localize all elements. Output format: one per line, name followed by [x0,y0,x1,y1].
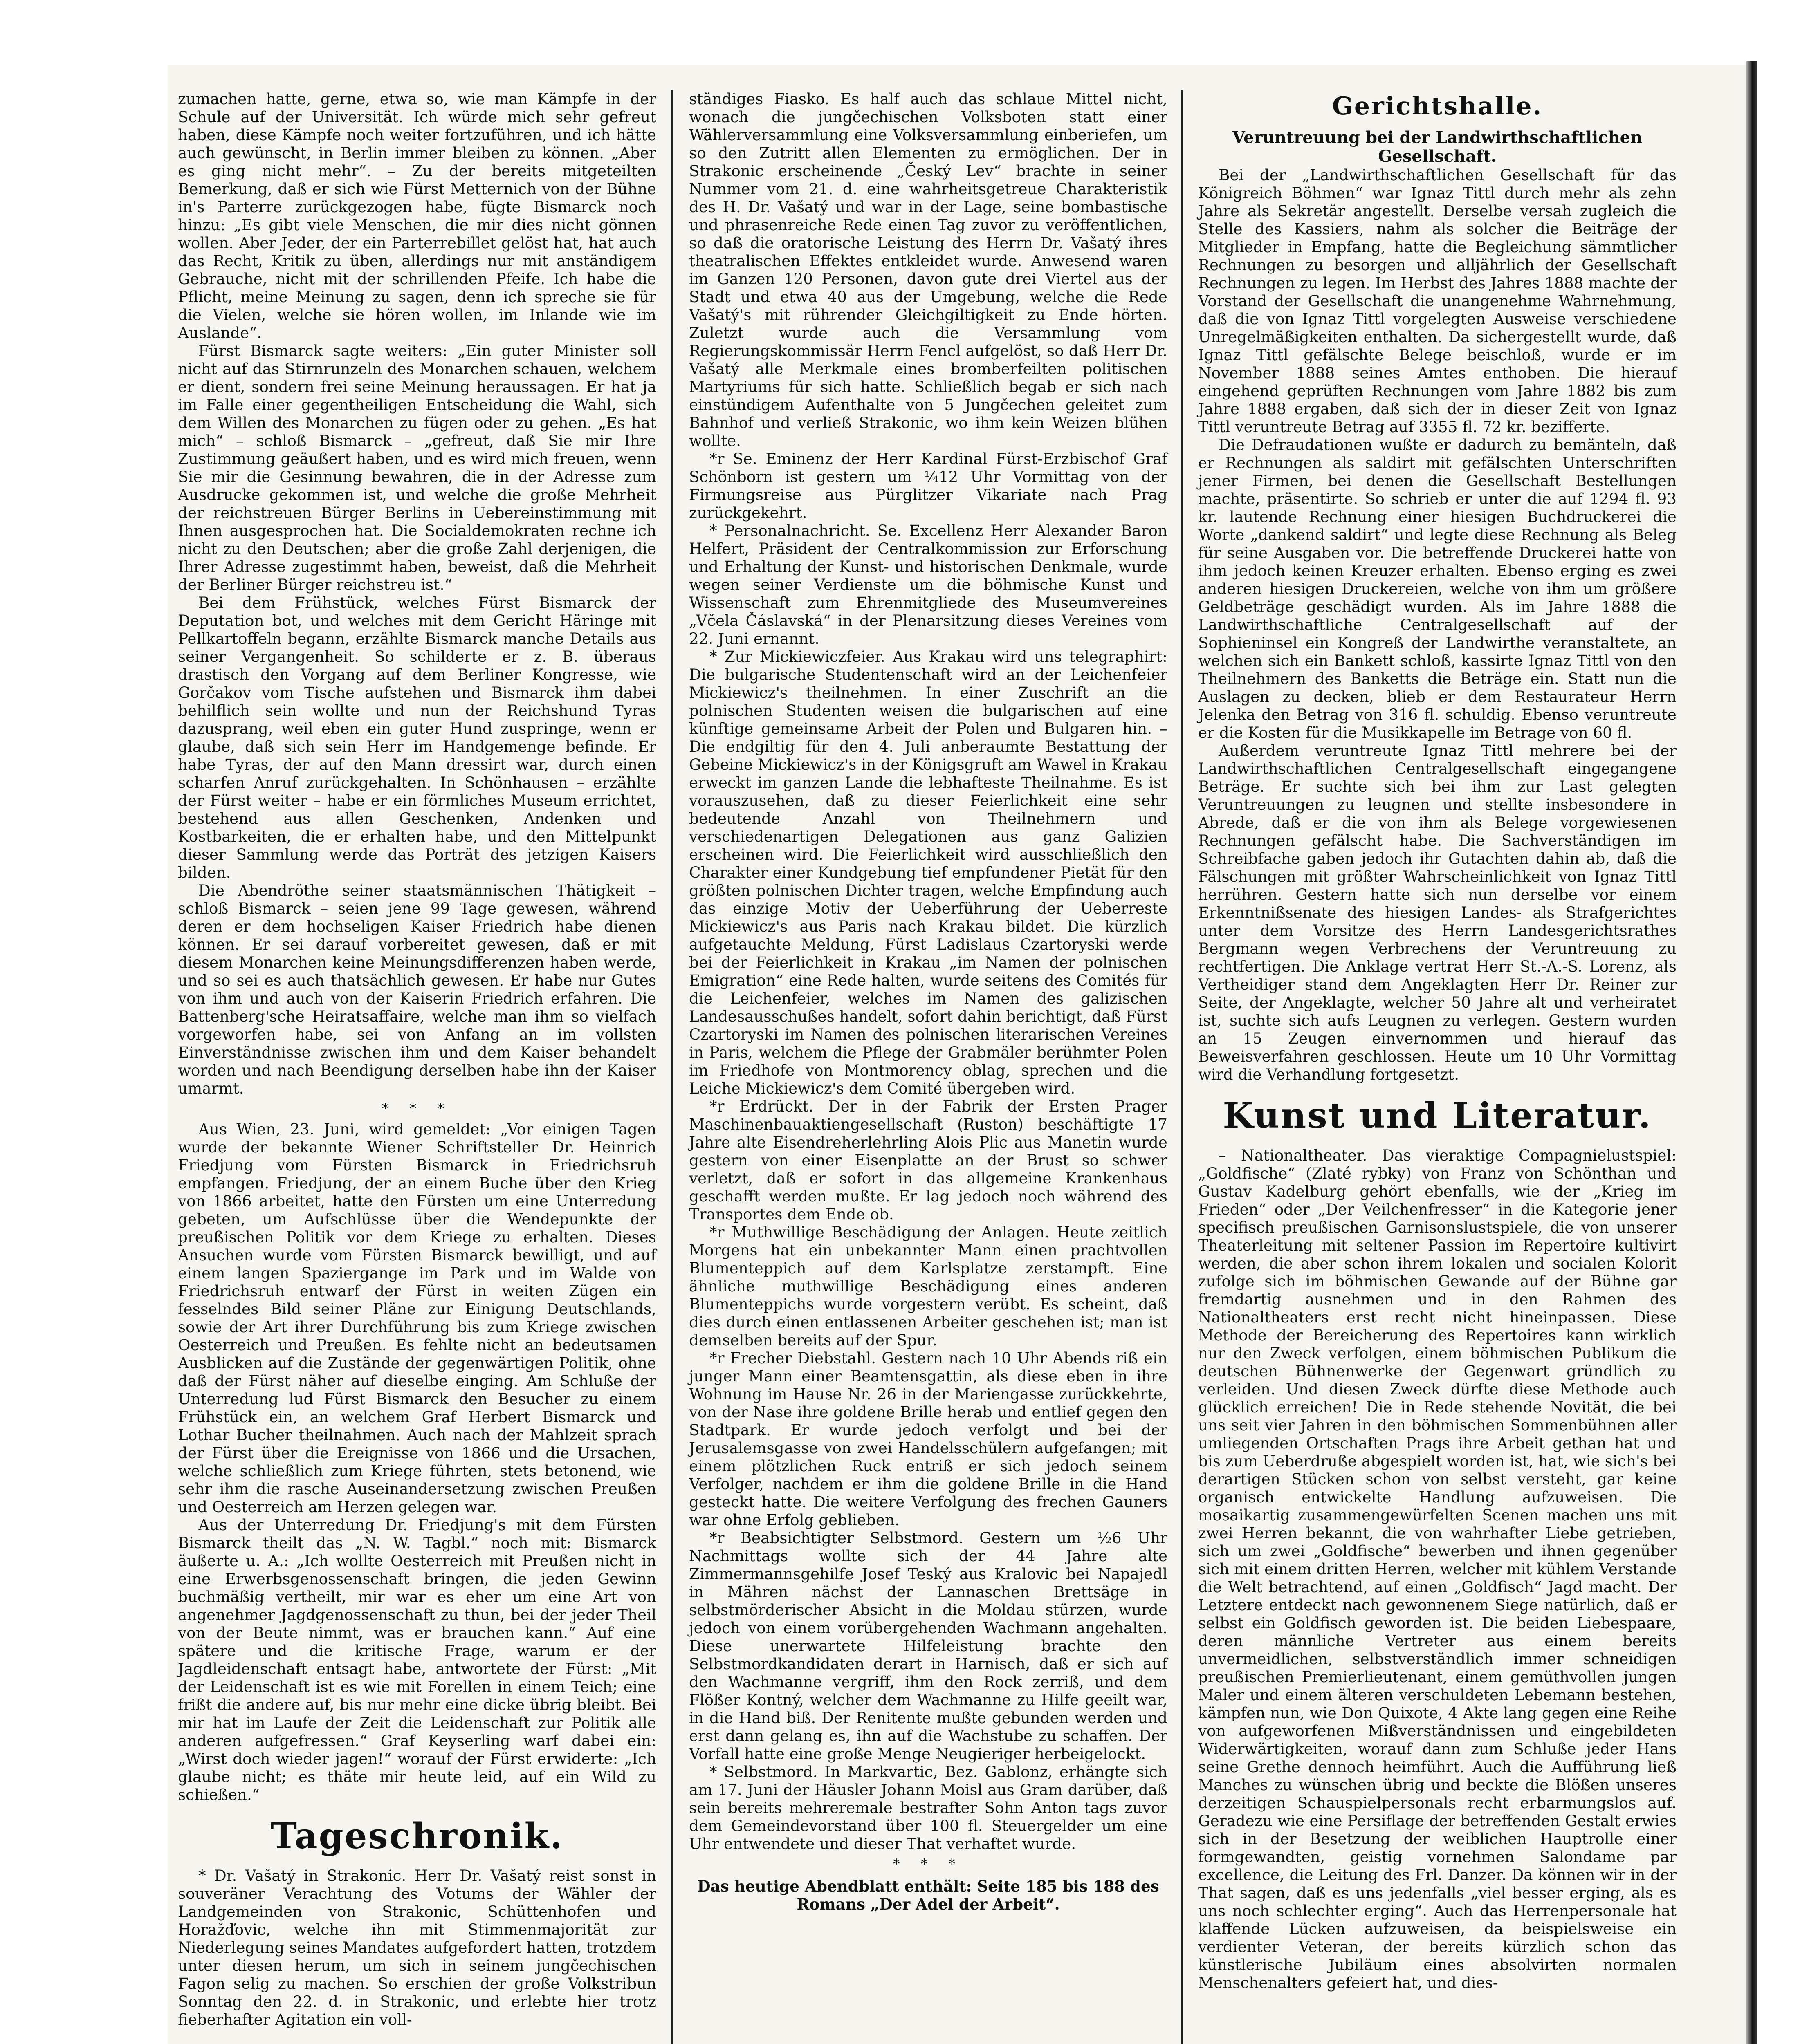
article-paragraph: Die Defraudationen wußte er dadurch zu bemänteln, daß er Rechnungen als saldirt mit gefälschten Unterschriften jener Firmen, bei denen die Gesellschaft Bestellungen machte, präsentirte. So schrieb er unter die auf 1294 fl. 93 kr. lautende Rechnung einer hiesigen Buchdruckerei die Worte „dankend saldirt“ und legte diese Rechnung als Beleg für seine Ausgaben vor. Die betreffende Druckerei hatte von ihm jedoch keinen Kreuzer erhalten. Ebenso erging es zwei anderen hiesigen Druckereien, welche von ihm um größere Geldbeträge geschädigt wurden. Als im Jahre 1888 die Landwirthschaftliche Centralgesellschaft auf der Sophieninsel ein Kongreß der Landwirthe veranstaltete, an welchen sich ein Bankett schloß, kassirte Ignaz Tittl von den Theilnehmern des Banketts die Beträge ein. Statt nun die Auslagen zu decken, blieb er dem Restaurateur Herrn Jelenka den Betrag von 316 fl. schuldig. Ebenso veruntreute er die Kosten für die Musikkapelle im Betrage von 60 fl. [1198,436,1677,742]
article-paragraph: Aus der Unterredung Dr. Friedjung's mit dem Fürsten Bismarck theilt das „N. W. Tagbl.“ noch mit: Bismarck äußerte u. A.: „Ich wollte Oesterreich mit Preußen nicht in eine Erwerbsgenossenschaft bringen, die jeden Gewinn buchmäßig vertheilt, mir war es eher um eine Art von angenehmer Jagdgenossenschaft zu thun, bei der jeder Theil von der Beute nimmt, was er brauchen kann.“ Auf eine spätere und die kritische Frage, warum er der Jagdleidenschaft entsagt habe, antwortete der Fürst: „Mit der Leidenschaft ist es wie mit Forellen in einem Teich; eine frißt die andere auf, bis nur mehr eine dicke übrig bleibt. Bei mir hat im Laufe der Zeit die Leidenschaft zur Politik alle anderen aufgefressen.“ Graf Keyserling warf dabei ein: „Wirst doch wieder jagen!“ worauf der Fürst erwiderte: „Ich glaube nicht; es thäte mir heute leid, auf ein Wild zu schießen.“ [178,1516,656,1804]
news-item: * Personalnachricht. Se. Excellenz Herr Alexander Baron Helfert, Präsident der Centralkommission zur Erforschung und Erhaltung der Kunst- und historischen Denkmale, wurde wegen seiner Verdienste um die böhmische Kunst und Wissenschaft zum Ehrenmitgliede des Museumvereines „Včela Čáslavská“ in der Plenarsitzung dieses Vereines vom 22. Juni ernannt. [689,522,1167,648]
news-item: * Dr. Vašatý in Strakonic. Herr Dr. Vašatý reist sonst in souveräner Verachtung des Votums der Wähler der Landgemeinden von Strakonic, Schüttenhofen und Horažďovic, welche ihn mit Stimmenmajorität zur Niederlegung seines Mandates aufgefordert hatten, trotzdem unter diesen herum, um sich in seinem jungčechischen Fagon selig zu machen. So erschien der große Volkstribun Sonntag den 22. d. in Strakonic, und erlebte hier trotz fieberhafter Agitation ein voll- [178,1867,656,2028]
article-subheading: Veruntreuung bei der Landwirthschaftlichen Gesellschaft. [1232,128,1643,166]
section-heading: Kunst und Literatur. [1223,1095,1652,1136]
column-rule [671,90,673,2044]
section-heading: Gerichtshalle. [1332,92,1543,121]
page-fold-edge [1746,61,1757,2044]
evening-edition-note: Das heutige Abendblatt enthält: Seite 185 bis 188 des Romans „Der Adel der Arbeit“. [697,1877,1159,1913]
news-item: *r Beabsichtigter Selbstmord. Gestern um ½6 Uhr Nachmittags wollte sich der 44 Jahre alte Zimmermannsgehilfe Josef Teský aus Kralovic bei Napajedl in Mähren nächst der Lannaschen Brettsäge in selbstmörderischer Absicht in die Moldau stürzen, wurde jedoch von einem vorübergehenden Wachmann angehalten. Diese unerwartete Hilfeleistung brachte den Selbstmordkandidaten derart in Harnisch, daß er sich auf den Wachmanne vergriff, ihm den Rock zerriß, und dem Flößer Kontný, welcher dem Wachmanne zu Hilfe geeilt war, in die Hand biß. Der Renitente mußte gebunden werden und erst dann gelang es, ihn auf die Wachstube zu schaffen. Der Vorfall hatte eine große Menge Neugieriger herbeigelockt. [689,1529,1167,1763]
section-separator: * * * [893,1856,964,1872]
news-item: *r Erdrückt. Der in der Fabrik der Ersten Prager Maschinenbauaktiengesellschaft (Ruston) beschäftigte 17 Jahre alte Eisendreherlehrling Alois Plic aus Manetin wurde gestern von einer Eisenplatte an der Brust so schwer verletzt, daß er sofort in das allgemeine Krankenhaus geschafft werden mußte. Er lag jedoch noch während des Transportes dem Ende ob. [689,1097,1167,1223]
column-3 [1198,90,1677,1992]
article-paragraph: Außerdem veruntreute Ignaz Tittl mehrere bei der Landwirthschaftlichen Centralgesellschaft eingegangene Beträge. Er suchte sich bei ihm zur Last gelegten Veruntreuungen zu leugnen und stellte insbesondere in Abrede, daß er die von ihm als Belege vorgewiesenen Rechnungen gefälscht habe. Die Sachverständigen im Schreibfache gaben jedoch ihr Gutachten dahin ab, daß die Fälschungen mit größter Wahrscheinlichkeit von Ignaz Tittl herrühren. Gestern hatte sich nun derselbe vor einem Erkenntnißsenate des hiesigen Landes- als Strafgerichtes unter dem Vorsitze des Herrn Landesgerichtsrathes Bergmann wegen Verbrechens der Veruntreuung zu rechtfertigen. Die Anklage vertrat Herr St.-A.-S. Lorenz, als Vertheidiger stand dem Angeklagten Herr Dr. Reiner zur Seite, der Angeklagte, welcher 50 Jahre alt und verheiratet ist, suchte sich aufs Leugnen zu verlegen. Gestern wurden an 15 Zeugen einvernommen und hierauf das Beweisverfahren geschlossen. Heute um 10 Uhr Vormittag wird die Verhandlung fortgesetzt. [1198,742,1677,1083]
article-paragraph: Fürst Bismarck sagte weiters: „Ein guter Minister soll nicht auf das Stirnrunzeln des Monarchen schauen, welchem er dient, sondern frei seine Meinung heraussagen. Er hat ja im Falle einer gegentheiligen Entscheidung die Wahl, sich dem Willen des Monarchen zu fügen oder zu gehen. „Es hat mich“ – schloß Bismarck – „gefreut, daß Sie mir Ihre Zustimmung geäußert haben, und es wird mich freuen, wenn Sie mir die Gesinnung bewahren, die in der Adresse zum Ausdrucke gekommen ist, und welche die große Mehrheit der reichstreuen Bürger Berlins in Uebereinstimmung mit Ihnen ausgesprochen hat. Die Socialdemokraten rechne ich nicht zu den Deutschen; aber die große Zahl derjenigen, die Ihrer Adresse zugestimmt haben, beweist, daß die Mehrheit der Berliner Bürger reichstreu ist.“ [178,342,656,594]
article-paragraph: Bei der „Landwirthschaftlichen Gesellschaft für das Königreich Böhmen“ war Ignaz Tittl durch mehr als zehn Jahre als Sekretär angestellt. Derselbe versah zugleich die Stelle des Kassiers, nahm als solcher die Beiträge der Mitglieder in Empfang, hatte die Begleichung sämmtlicher Rechnungen zu besorgen und alljährlich der Gesellschaft Rechnungen zu legen. Im Herbst des Jahres 1888 machte der Vorstand der Gesellschaft die unangenehme Wahrnehmung, daß die von Ignaz Tittl vorgelegten Ausweise verschiedene Unregelmäßigkeiten enthalten. Da sichergestellt wurde, daß Ignaz Tittl gefälschte Belege beischloß, wurde er im November 1888 seines Amtes enthoben. Die hierauf eingehend geprüften Rechnungen vom Jahre 1882 bis zum Jahre 1888 ergaben, daß sich der in dieser Zeit von Ignaz Tittl veruntreute Betrag auf 3355 fl. 72 kr. bezifferte. [1198,166,1677,436]
news-item: * Zur Mickiewiczfeier. Aus Krakau wird uns telegraphirt: Die bulgarische Studentenschaft wird an der Leichenfeier Mickiewicz's theilnehmen. In einer Zuschrift an die polnischen Studenten weisen die bulgarischen auf eine künftige gemeinsame Arbeit der Polen und Bulgaren hin. – Die endgiltig für den 4. Juli anberaumte Bestattung der Gebeine Mickiewicz's in der Königsgruft am Wawel in Krakau erweckt im ganzen Lande die lebhafteste Theilnahme. Es ist vorauszusehen, daß zu dieser Feierlichkeit eine sehr bedeutende Anzahl von Theilnehmern und verschiedenartigen Delegationen aus ganz Galizien erscheinen wird. Die Feierlichkeit wird ausschließlich den Charakter einer Kundgebung tief empfundener Pietät für den größten polnischen Dichter tragen, welche Empfindung auch das einzige Motiv der Ueberführung der Ueberreste Mickiewicz's aus Paris nach Krakau bildet. Die kürzlich aufgetauchte Meldung, Fürst Ladislaus Czartoryski werde bei der Feierlichkeit in Krakau „im Namen der polnischen Emigration“ eine Rede halten, wurde seitens des Comités für die Leichenfeier, welches im Namen des galizischen Landesausschußes handelt, sofort dahin berichtigt, daß Fürst Czartoryski im Namen des polnischen literarischen Vereines in Paris, welchem die Pflege der Grabmäler berühmter Polen im Friedhofe von Montmorency oblag, sprechen und die Leiche Mickiewicz's dem Comité übergeben wird. [689,648,1167,1097]
news-item: *r Se. Eminenz der Herr Kardinal Fürst-Erzbischof Graf Schönborn ist gestern um ¼12 Uhr Vormittag von der Firmungsreise aus Pürglitzer Vikariate nach Prag zurückgekehrt. [689,450,1167,522]
article-paragraph: Aus Wien, 23. Juni, wird gemeldet: „Vor einigen Tagen wurde der bekannte Wiener Schriftsteller Dr. Heinrich Friedjung vom Fürsten Bismarck in Friedrichsruh empfangen. Friedjung, der an einem Buche über den Krieg von 1866 arbeitet, hatte den Fürsten um eine Unterredung gebeten, um Aufschlüsse über die Wendepunkte der preußischen Politik vor dem Kriege zu erhalten. Dieses Ansuchen wurde vom Fürsten Bismarck bewilligt, und auf einem langen Spaziergange im Park und im Walde von Friedrichsruh entwarf der Fürst in weiten Zügen ein fesselndes Bild seiner Pläne zur Einigung Deutschlands, sowie der Art ihrer Durchführung bis zum Kriege zwischen Oesterreich und Preußen. Es fehlte nicht an bedeutsamen Ausblicken auf die Zustände der gegenwärtigen Politik, ohne daß der Fürst näher auf dieselbe einging. Am Schluße der Unterredung lud Fürst Bismarck den Besucher zu einem Frühstück ein, an welchem Graf Herbert Bismarck und Lothar Bucher theilnahmen. Auch nach der Mahlzeit sprach der Fürst über die Ereignisse von 1866 und die Ursachen, welche schließlich zum Kriege führten, stets betonend, wie sehr ihm die rasche Auseinandersetzung zwischen Preußen und Oesterreich am Herzen gelegen war. [178,1120,656,1516]
article-paragraph: zumachen hatte, gerne, etwa so, wie man Kämpfe in der Schule auf der Universität. Ich würde mich sehr gefreut haben, diese Kämpfe noch weiter fortzuführen, und ich hätte auch gewünscht, in Berlin immer bleiben zu können. „Aber es ging nicht mehr“. – Zu der bereits mitgeteilten Bemerkung, daß er sich wie Fürst Metternich von der Bühne in's Parterre zurückgezogen habe, fügte Bismarck noch hinzu: „Es gibt viele Menschen, die mir dies nicht gönnen wollen. Aber Jeder, der ein Parterrebillet gelöst hat, hat auch das Recht, Kritik zu üben, allerdings nur mit anständigem Gebrauche, nicht mit der schrillenden Pfeife. Ich habe die Pflicht, meine Meinung zu sagen, denn ich spreche sie für die Vielen, welche sie hören wollen, im Inlande wie im Auslande“. [178,90,656,342]
news-item: ständiges Fiasko. Es half auch das schlaue Mittel nicht, wonach die jungčechischen Volksboten statt einer Wählerversammlung eine Volksversammlung einberiefen, um so den Zutritt allen Elementen zu ermöglichen. Der in Strakonic erscheinende „Český Lev“ brachte in seiner Nummer vom 21. d. eine wahrheitsgetreue Charakteristik des H. Dr. Vašatý und war in der Lage, seine bombastische und phrasenreiche Rede einen Tag zuvor zu veröffentlichen, so daß die oratorische Leistung des Herrn Dr. Vašatý ihres theatralischen Effektes entkleidet wurde. Anwesend waren im Ganzen 120 Personen, davon gute drei Viertel aus der Stadt und etwa 40 aus der Umgebung, welche die Rede Vašatý's mit rührender Gleichgiltigkeit zu Ende hörten. Zuletzt wurde auch die Versammlung vom Regierungskommissär Herrn Fencl aufgelöst, so daß Herr Dr. Vašatý alle Merkmale eines bromberfeilten politischen Martyriums für sich hatte. Schließlich begab er sich nach einstündigem Aufenthalte von 5 Jungčechen geleitet zum Bahnhof und verließ Strakonic, wo ihm kein Weizen blühen wollte. [689,90,1167,450]
column-1 [178,90,656,2028]
newspaper-page [168,65,1754,2044]
section-separator: * * * [382,1100,453,1117]
article-paragraph: Bei dem Frühstück, welches Fürst Bismarck der Deputation bot, und welches mit dem Gericht Häringe mit Pellkartoffeln begann, erzählte Bismarck manche Details aus seiner Vergangenheit. So schilderte er z. B. überaus drastisch den Vorgang auf dem Berliner Kongresse, wie Gorčakov vom Tische aufstehen und Bismarck ihm dabei behilflich sein wollte und nun der Reichshund Tyras dazusprang, weil eben ein guter Hund zuspringe, wenn er glaube, daß sich sein Herr im Handgemenge befinde. Er habe Tyras, der auf den Mann dressirt war, durch einen scharfen Anruf zurückgehalten. In Schönhausen – erzählte der Fürst weiter – habe er ein förmliches Museum errichtet, bestehend aus allen Geschenken, Andenken und Kostbarkeiten, die er erhalten habe, und den Mittelpunkt dieser Sammlung werde das Porträt des jetzigen Kaisers bilden. [178,594,656,881]
article-paragraph: – Nationaltheater. Das vieraktige Compagnielustspiel: „Goldfische“ (Zlaté rybky) von Franz von Schönthan und Gustav Kadelburg gehört ebenfalls, wie der „Krieg im Frieden“ oder „Der Veilchenfresser“ in die Kategorie jener specifisch preußischen Garnisonslustspiele, die von unserer Theaterleitung mit seltener Passion im Repertoire kultivirt werden, die aber schon ihrem lokalen und socialen Kolorit zufolge sich im böhmischen Gewande auf der Bühne gar fremdartig ausnehmen und in den Rahmen des Nationaltheaters erst recht nicht hineinpassen. Diese Methode der Bereicherung des Repertoires kann wirklich nur den Zweck verfolgen, einem böhmischen Publikum die deutschen Bühnenwerke der Gegenwart gründlich zu verleiden. Und diesen Zweck dürfte diese Methode auch glücklich erreichen! Die in Rede stehende Novität, die bei uns seit vier Jahren in den böhmischen Sommenbühnen aller umliegenden Ortschaften Prags ihre Arbeit gethan hat und bis zum Ueberdruße abgespielt worden ist, hat, wie sich's bei derartigen Stücken schon von selbst versteht, gar keine organisch entwickelte Handlung aufzuweisen. Die mosaikartig zusammengewürfelten Scenen machen uns mit zwei Herren bekannt, die von wahrhafter Liebe getrieben, sich um zwei „Goldfische“ bewerben und ihnen gegenüber sich mit einem dritten Herren, welcher mit kühlem Verstande die Welt betrachtend, auf einen „Goldfisch“ Jagd macht. Der Letztere entdeckt nach gewonnenem Siege natürlich, daß er selbst ein Goldfisch geworden ist. Die beiden Liebespaare, deren männliche Vertreter aus einem bereits unvermeidlichen, selbstverständlich immer schneidigen preußischen Premierlieutenant, einem gemüthvollen jungen Maler und einem älteren verschuldeten Lebemann bestehen, kämpfen nun, wie Don Quixote, 4 Akte lang gegen eine Reihe von aufgeworfenen Mißverständnissen und eingebildeten Widerwärtigkeiten, worauf dann zum Schluße jeder Hans seine Grethe dennoch heimführt. Auch die Aufführung ließ Manches zu wünschen übrig und beckte die Blößen unseres derzeitigen Schauspielpersonals recht erbarmungslos auf. Geradezu wie eine Persiflage der betreffenden Gestalt erwies sich in der Besetzung der weiblichen Hauptrolle einer formgewandten, geistig vornehmen Salondame par excellence, die Leitung des Frl. Danzer. Da können wir in der That sagen, daß es uns jedenfalls „viel besser erging, als es uns noch schlechter erging“. Auch das Herrenpersonale hat klaffende Lücken aufzuweisen, da beispielsweise ein verdienter Veteran, der bereits kürzlich schon das künstlerische Jubiläum eines absolvirten normalen Menschenalters gefeiert hat, und dies- [1198,1146,1677,1992]
column-rule [1181,90,1183,2044]
section-heading: Tageschronik. [270,1815,564,1857]
news-item: *r Frecher Diebstahl. Gestern nach 10 Uhr Abends riß ein junger Mann einer Beamtensgattin, als diese eben in ihre Wohnung im Hause Nr. 26 in der Mariengasse zurückkehrte, von der Nase ihre goldene Brille herab und entlief gegen den Stadtpark. Er wurde jedoch verfolgt und bei der Jerusalemsgasse von zwei Handelsschülern aufgefangen; mit einem plötzlichen Ruck entriß er sich jedoch seinem Verfolger, nachdem er ihm die goldene Brille in die Hand gesteckt hatte. Die weitere Verfolgung des frechen Gauners war ohne Erfolg geblieben. [689,1349,1167,1529]
article-paragraph: Die Abendröthe seiner staatsmännischen Thätigkeit – schloß Bismarck – seien jene 99 Tage gewesen, während deren er dem hochseligen Kaiser Friedrich habe dienen können. Er sei darauf vorbereitet gewesen, daß er mit diesem Monarchen keine Meinungsdifferenzen haben werde, und so sei es auch thatsächlich gewesen. Er habe nur Gutes von ihm und auch von der Kaiserin Friedrich erfahren. Die Battenberg'sche Heiratsaffaire, welche man ihm so vielfach vorgeworfen habe, sei von Anfang an im vollsten Einverständnisse zwischen ihm und dem Kaiser behandelt worden und nach Beendigung derselben habe ihn der Kaiser umarmt. [178,881,656,1097]
news-item: * Selbstmord. In Markvartic, Bez. Gablonz, erhängte sich am 17. Juni der Häusler Johann Moisl aus Gram darüber, daß sein bereits mehreremale bestrafter Sohn Anton tags zuvor dem Gemeindevorstand über 100 fl. Steuergelder um eine Uhr entwendete und dieser That verhaftet wurde. [689,1763,1167,1853]
news-item: *r Muthwillige Beschädigung der Anlagen. Heute zeitlich Morgens hat ein unbekannter Mann einen prachtvollen Blumenteppich auf dem Karlsplatze zerstampft. Eine ähnliche muthwillige Beschädigung eines anderen Blumenteppichs wurde vorgestern verübt. Es scheint, daß dies durch einen entlassenen Arbeiter geschehen ist; man ist demselben bereits auf der Spur. [689,1223,1167,1349]
column-2 [689,90,1167,1913]
